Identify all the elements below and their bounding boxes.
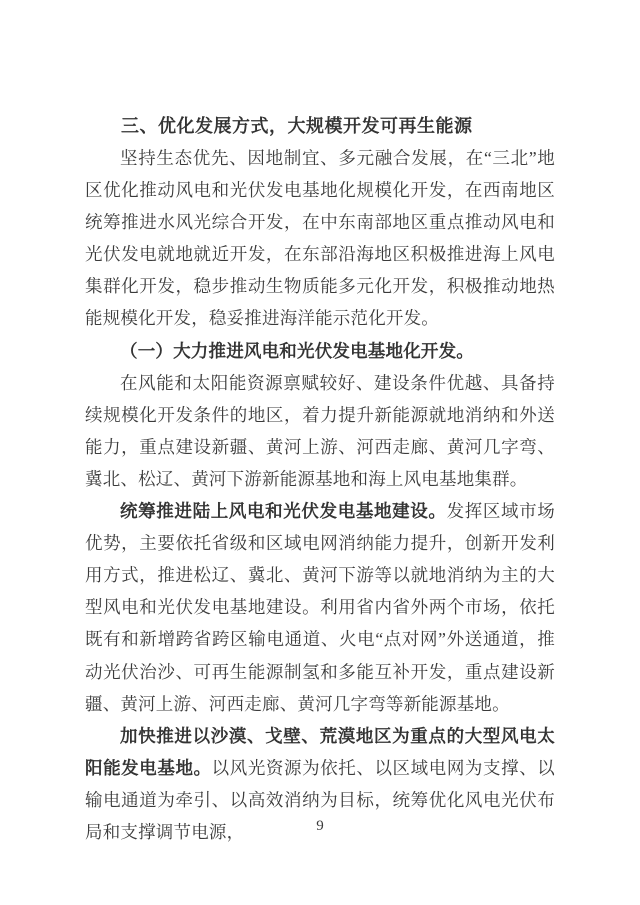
section-heading: 三、优化发展方式，大规模开发可再生能源 [121,116,473,136]
paragraph-intro: 坚持生态优先、因地制宜、多元融合发展，在“三北”地区优化推动风电和光伏发电基地化规模化开发，在西南地区统筹推进水风光综合开发，在中东南部地区重点推动风电和光伏发电就地就近开发，在东部沿海地区积极推进海上风电集群化开发，稳步推动生物质能多元化开发，积极推动地热能规模化开发，稳妥推进海洋能示范化开发。 [85,148,555,329]
paragraph-onshore-bases-body: 发挥区域市场优势，主要依托省级和区域电网消纳能力提升，创新开发利用方式，推进松辽、冀北、黄河下游等以就地消纳为主的大型风电和光伏发电基地建设。利用省内省外两个市场，依托既有和新增跨省跨区输电通道、火电“点对网”外送通道，推动光伏治沙、可再生能源制氢和多能互补开发，重点建设新疆、黄河上游、河西走廊、黄河几字弯等新能源基地。 [85,501,555,714]
paragraph-onshore-bases [85,495,555,720]
paragraph-desert-bases-lead: 加快推进以沙漠、戈壁、荒漠地区为重点的大型风电太阳能发电基地。 [85,725,555,778]
sub-heading-1: （一）大力推进风电和光伏发电基地化开发。 [120,340,474,361]
paragraph-base-development: 在风能和太阳能资源禀赋较好、建设条件优越、具备持续规模化开发条件的地区，着力提升新能源就地消纳和外送能力，重点建设新疆、黄河上游、河西走廊、黄河几字弯、冀北、松辽、黄河下游新能源基地和海上风电基地集群。 [85,372,555,489]
document-content [85,110,555,848]
paragraph-onshore-bases-lead: 统筹推进陆上风电和光伏发电基地建设。 [120,501,447,522]
page-number: 9 [316,818,324,834]
paragraph-desert-bases-body: 以风光资源为依托、以区域电网为支撑、以输电通道为牵引、以高效消纳为目标，统筹优化风电光伏布局和支撑调节电源， [85,757,555,842]
